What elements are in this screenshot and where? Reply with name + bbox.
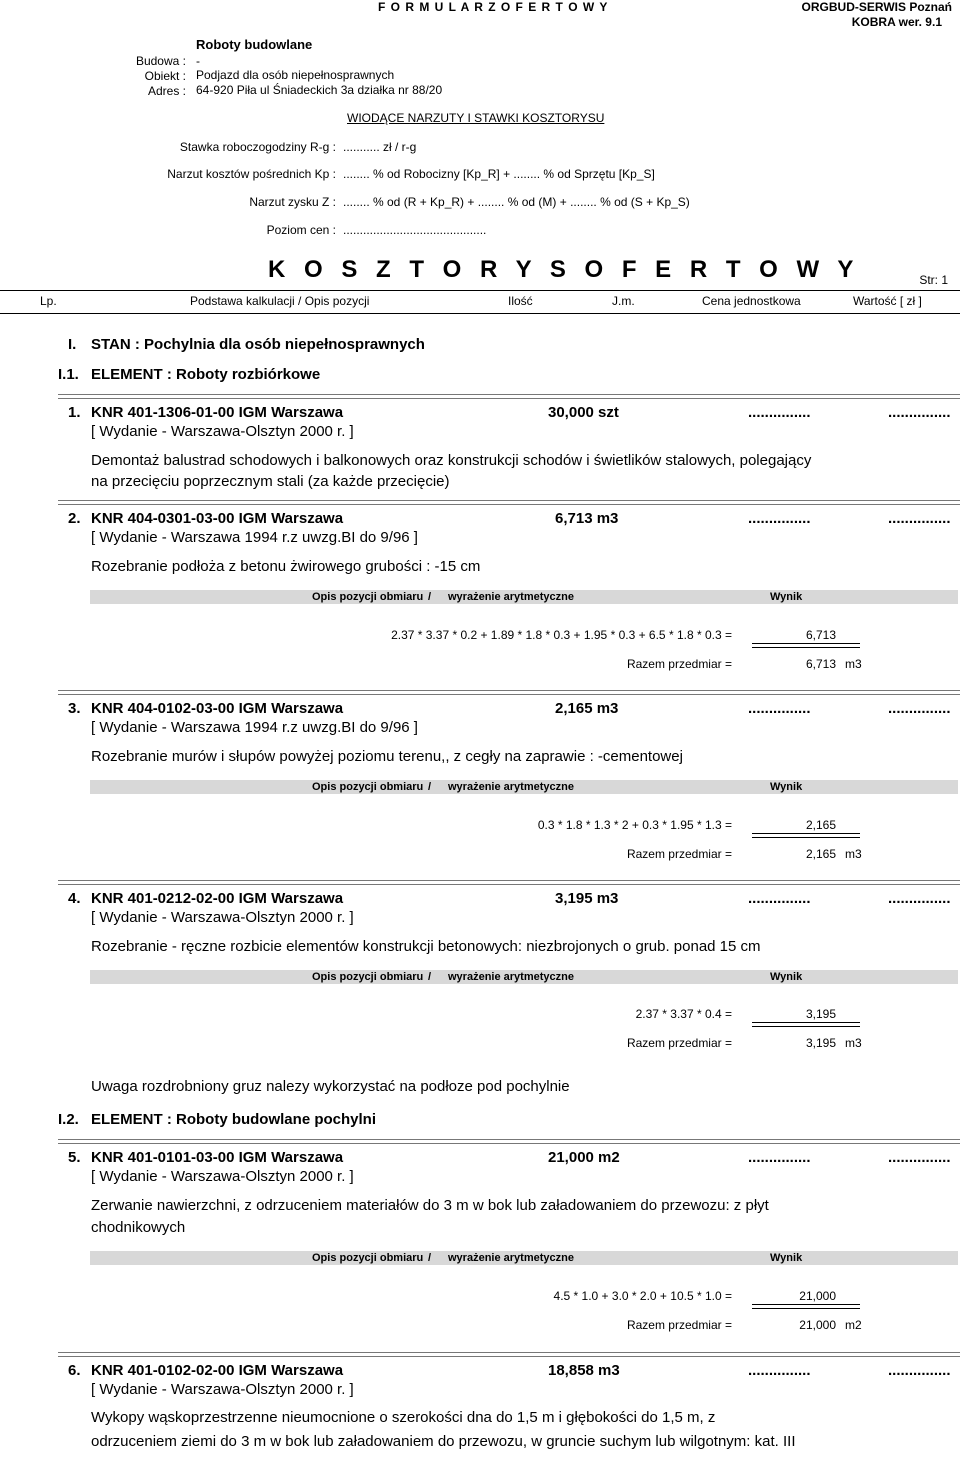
item-edition: [ Wydanie - Warszawa 1994 r.z uwzg.BI do 9/96 ]	[91, 529, 418, 546]
kp-label: Narzut kosztów pośrednich Kp :	[167, 167, 336, 181]
measure-total-rule	[752, 833, 860, 838]
z-value: ........ % od (R + Kp_R) + ........ % od (M) + ........ % od (S + Kp_S)	[343, 195, 690, 209]
item-value: ...............	[888, 404, 951, 421]
obiekt-label: Obiekt :	[144, 69, 186, 83]
stawka-value: ........... zł / r-g	[343, 140, 417, 154]
item-value: ...............	[888, 890, 951, 907]
measure-total-rule	[752, 1022, 860, 1027]
item-edition: [ Wydanie - Warszawa-Olsztyn 2000 r. ]	[91, 1381, 354, 1398]
measure-expression: 0.3 * 1.8 * 1.3 * 2 + 0.3 * 1.95 * 1.3 =	[537, 818, 732, 832]
measure-col-opis: Opis pozycji obmiaru	[312, 781, 424, 793]
item-code: KNR 401-0101-03-00 IGM Warszawa	[91, 1149, 344, 1166]
item-separator	[58, 394, 960, 399]
item-description: Rozebranie murów i słupów powyżej poziomu terenu,, z cegły na zaprawie : -cementowej	[91, 748, 683, 765]
item-edition: [ Wydanie - Warszawa-Olsztyn 2000 r. ]	[91, 909, 354, 926]
razem-label: Razem przedmiar =	[626, 1036, 732, 1050]
obiekt-value: Podjazd dla osób niepełnosprawnych	[196, 68, 395, 82]
item-number: 4.	[68, 890, 81, 907]
measure-result: 2,165	[805, 818, 836, 832]
item-unit-price: ...............	[748, 700, 811, 717]
rates-heading: WIODĄCE NARZUTY I STAWKI KOSZTORYSU	[347, 111, 605, 125]
col-cena: Cena jednostkowa	[702, 294, 801, 308]
item-quantity: 3,195 m3	[555, 890, 619, 907]
razem-unit: m3	[845, 657, 862, 671]
col-wartosc: Wartość [ zł ]	[853, 294, 922, 308]
item-separator	[58, 1139, 960, 1144]
item-value: ...............	[888, 1149, 951, 1166]
measure-expression: 2.37 * 3.37 * 0.2 + 1.89 * 1.8 * 0.3 + 1.95 * 0.3 + 6.5 * 1.8 * 0.3 =	[391, 628, 732, 642]
poziom-value: ...........................................	[343, 223, 487, 237]
stan-number: I.	[68, 336, 77, 353]
item-unit-price: ...............	[748, 404, 811, 421]
item-note: Uwaga rozdrobniony gruz nalezy wykorzystać na podłoze pod pochylnie	[91, 1078, 570, 1095]
item-code: KNR 401-0102-02-00 IGM Warszawa	[91, 1362, 344, 1379]
measure-col-result: Wynik	[770, 971, 803, 983]
measure-col-slash: /	[428, 781, 432, 793]
item-quantity: 30,000 szt	[548, 404, 619, 421]
col-podstawa: Podstawa kalkulacji / Opis pozycji	[190, 294, 370, 308]
measure-col-slash: /	[428, 591, 432, 603]
item-description: Rozebranie podłoża z betonu żwirowego grubości : -15 cm	[91, 558, 481, 575]
item-number: 3.	[68, 700, 81, 717]
item-description-2: odrzuceniem ziemi do 3 m w bok lub załadowaniem do przewozu, w gruncie suchym lub wilgotnym: kat. III	[91, 1433, 796, 1450]
razem-unit: m3	[845, 1036, 862, 1050]
z-label: Narzut zysku Z :	[249, 195, 336, 209]
adres-label: Adres :	[147, 84, 186, 98]
razem-unit: m3	[845, 847, 862, 861]
razem-label: Razem przedmiar =	[626, 1318, 732, 1332]
measure-col-opis: Opis pozycji obmiaru	[312, 971, 424, 983]
item-quantity: 18,858 m3	[548, 1362, 620, 1379]
measure-col-opis: Opis pozycji obmiaru	[312, 1252, 424, 1264]
measure-header-bar	[90, 590, 958, 604]
item-value: ...............	[888, 700, 951, 717]
item-number: 1.	[68, 404, 81, 421]
item-quantity: 2,165 m3	[555, 700, 619, 717]
element-label: ELEMENT : Roboty budowlane pochylni	[91, 1111, 376, 1128]
razem-label: Razem przedmiar =	[626, 847, 732, 861]
measure-expression: 2.37 * 3.37 * 0.4 =	[635, 1007, 732, 1021]
item-separator	[58, 500, 960, 505]
measure-header-bar	[90, 1251, 958, 1265]
item-quantity: 6,713 m3	[555, 510, 619, 527]
element-number: I.2.	[58, 1111, 79, 1128]
col-lp: Lp.	[40, 294, 57, 308]
measure-expression: 4.5 * 1.0 + 3.0 * 2.0 + 10.5 * 1.0 =	[553, 1289, 732, 1303]
item-description: Demontaż balustrad schodowych i balkonowych oraz konstrukcji schodów i świetlików stalowych, polegający	[91, 452, 812, 469]
item-edition: [ Wydanie - Warszawa-Olsztyn 2000 r. ]	[91, 1168, 354, 1185]
kp-value: ........ % od Robocizny [Kp_R] + ........ % od Sprzętu [Kp_S]	[343, 167, 655, 181]
item-description: Wykopy wąskoprzestrzenne nieumocnione o szerokości dna do 1,5 m i głębokości do 1,5 m, z	[91, 1409, 716, 1426]
razem-value: 21,000	[799, 1318, 836, 1332]
form-title: F O R M U L A R Z O F E R T O W Y	[378, 0, 609, 14]
measure-header-bar	[90, 970, 958, 984]
razem-value: 2,165	[805, 847, 836, 861]
col-jm: J.m.	[612, 294, 635, 308]
item-quantity: 21,000 m2	[548, 1149, 620, 1166]
razem-label: Razem przedmiar =	[626, 657, 732, 671]
budowa-label: Budowa :	[135, 54, 186, 68]
measure-col-opis: Opis pozycji obmiaru	[312, 591, 424, 603]
item-separator	[58, 1352, 960, 1357]
razem-value: 6,713	[805, 657, 836, 671]
item-unit-price: ...............	[748, 890, 811, 907]
measure-col-slash: /	[428, 971, 432, 983]
project-title: Roboty budowlane	[196, 37, 313, 52]
element-label: ELEMENT : Roboty rozbiórkowe	[91, 366, 321, 383]
item-unit-price: ...............	[748, 1149, 811, 1166]
item-number: 6.	[68, 1362, 81, 1379]
measure-col-expr: wyrażenie arytmetyczne	[448, 971, 574, 983]
item-code: KNR 404-0102-03-00 IGM Warszawa	[91, 700, 344, 717]
item-edition: [ Wydanie - Warszawa 1994 r.z uwzg.BI do 9/96 ]	[91, 719, 418, 736]
item-value: ...............	[888, 1362, 951, 1379]
item-description: Zerwanie nawierzchni, z odrzuceniem materiałów do 3 m w bok lub załadowaniem do przewozu: z płyt	[91, 1197, 769, 1214]
item-code: KNR 404-0301-03-00 IGM Warszawa	[91, 510, 344, 527]
company-name: ORGBUD-SERWIS Poznań	[801, 0, 952, 14]
measure-col-slash: /	[428, 1252, 432, 1264]
item-unit-price: ...............	[748, 510, 811, 527]
item-description-2: na przecięciu poprzecznym stali (za każde przecięcie)	[91, 473, 450, 490]
item-separator	[58, 880, 960, 885]
item-code: KNR 401-0212-02-00 IGM Warszawa	[91, 890, 344, 907]
stan-label: STAN : Pochylnia dla osób niepełnosprawnych	[91, 336, 425, 353]
item-number: 2.	[68, 510, 81, 527]
measure-col-expr: wyrażenie arytmetyczne	[448, 1252, 574, 1264]
measure-col-result: Wynik	[770, 781, 803, 793]
measure-total-rule	[752, 1304, 860, 1309]
item-description-2: chodnikowych	[91, 1219, 186, 1236]
measure-total-rule	[752, 643, 860, 648]
header-rule-top	[0, 290, 960, 291]
item-number: 5.	[68, 1149, 81, 1166]
item-description: Rozebranie - ręczne rozbicie elementów konstrukcji betonowych: niezbrojonych o grub. ponad 15 cm	[91, 938, 761, 955]
header-rule-bottom	[0, 313, 960, 314]
budowa-value: -	[196, 54, 200, 68]
adres-value: 64-920 Piła ul Śniadeckich 3a działka nr 88/20	[196, 83, 443, 97]
item-value: ...............	[888, 510, 951, 527]
razem-unit: m2	[845, 1318, 862, 1332]
measure-col-result: Wynik	[770, 1252, 803, 1264]
measure-result: 3,195	[805, 1007, 836, 1021]
element-number: I.1.	[58, 366, 79, 383]
poziom-label: Poziom cen :	[266, 223, 336, 237]
stawka-label: Stawka roboczogodziny R-g :	[179, 140, 336, 154]
razem-value: 3,195	[805, 1036, 836, 1050]
item-separator	[58, 690, 960, 695]
measure-header-bar	[90, 780, 958, 794]
measure-result: 6,713	[805, 628, 836, 642]
col-ilosc: Ilość	[508, 294, 533, 308]
measure-col-expr: wyrażenie arytmetyczne	[448, 781, 574, 793]
document-title: K O S Z T O R Y S O F E R T O W Y	[268, 256, 860, 283]
software-version: KOBRA wer. 9.1	[851, 15, 942, 29]
measure-col-expr: wyrażenie arytmetyczne	[448, 591, 574, 603]
measure-result: 21,000	[799, 1289, 836, 1303]
item-unit-price: ...............	[748, 1362, 811, 1379]
item-edition: [ Wydanie - Warszawa-Olsztyn 2000 r. ]	[91, 423, 354, 440]
page-number: Str: 1	[919, 273, 948, 287]
measure-col-result: Wynik	[770, 591, 803, 603]
item-code: KNR 401-1306-01-00 IGM Warszawa	[91, 404, 344, 421]
